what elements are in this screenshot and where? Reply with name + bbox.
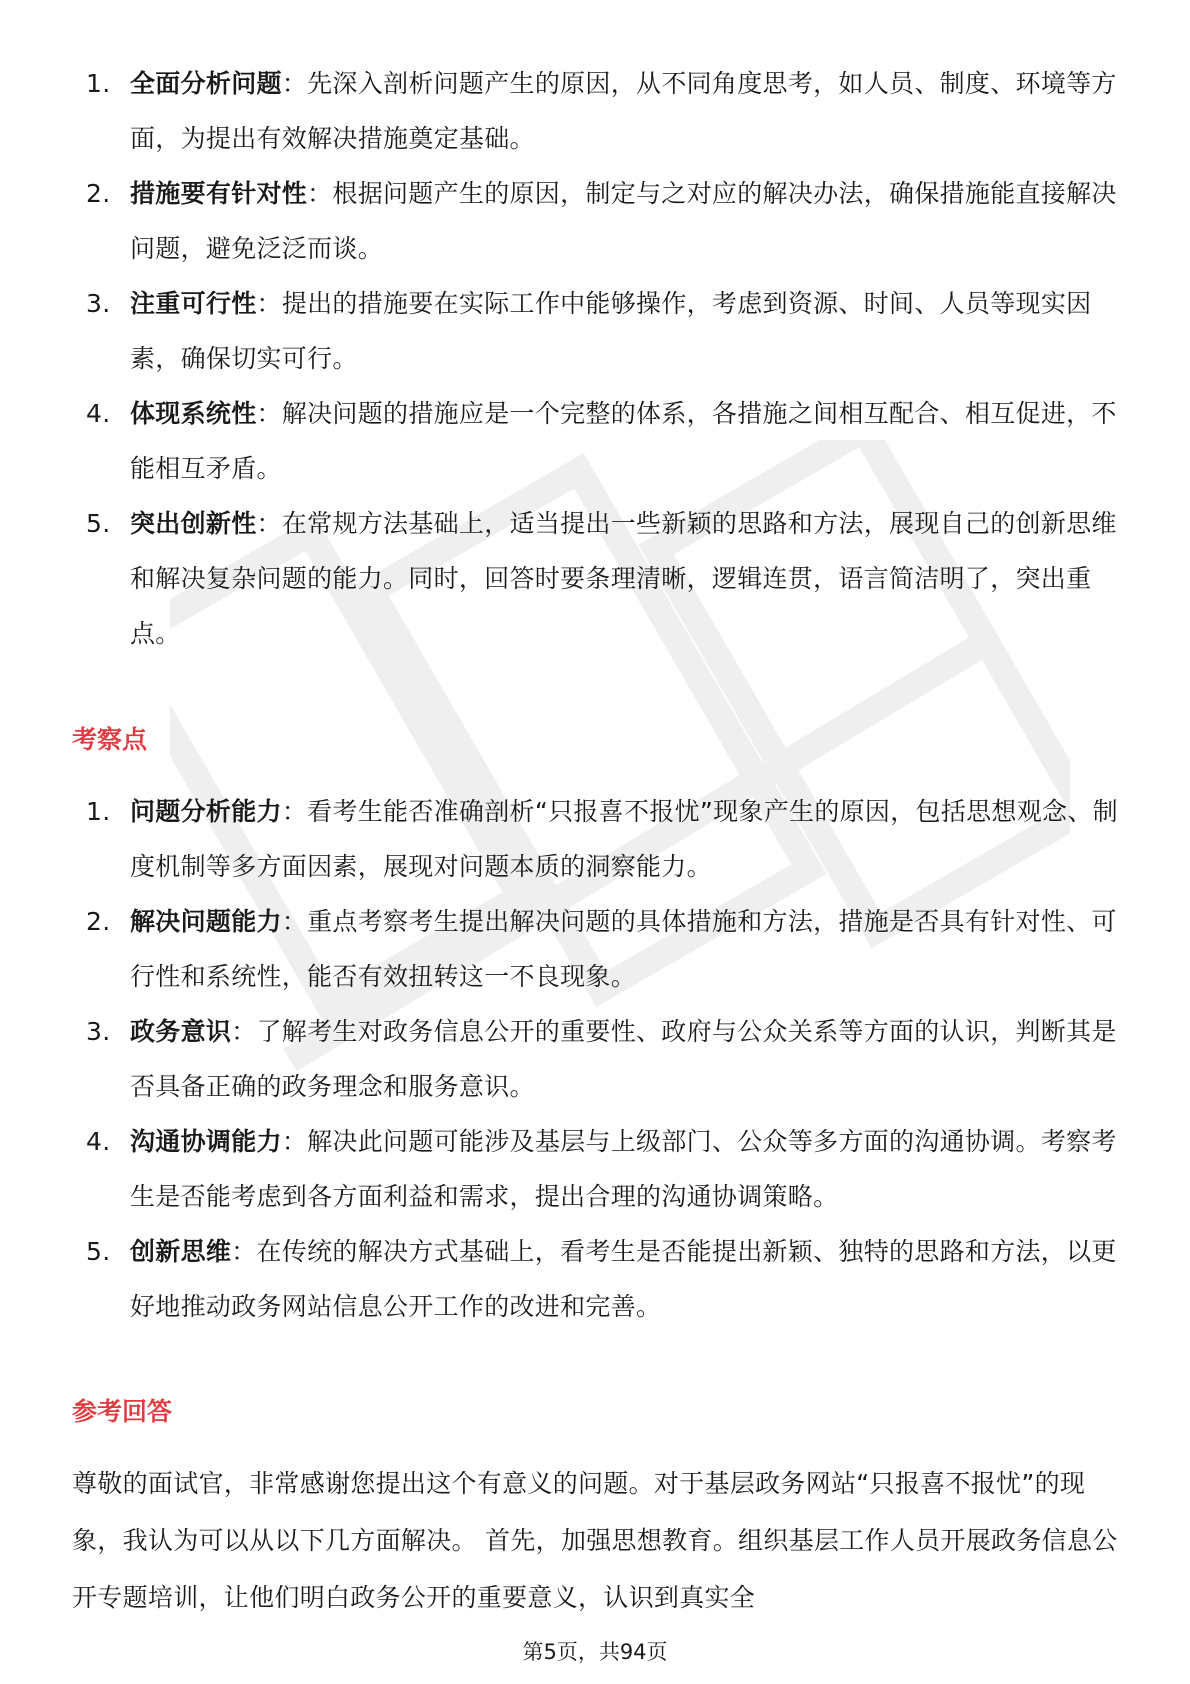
reference-answer-paragraph: 尊敬的面试官，非常感谢您提出这个有意义的问题。对于基层政务网站“只报喜不报忧”的现象，我认为可以从以下几方面解决。 首先，加强思想教育。组织基层工作人员开展政务信息公开专题培训，让他们明白政务公开的重要意义，认识到真实全 xyxy=(72,1469,1118,1612)
item-number: 2. xyxy=(86,907,111,936)
item-text: ：提出的措施要在实际工作中能够操作，考虑到资源、时间、人员等现实因素，确保切实可行。 xyxy=(130,289,1092,373)
list-item xyxy=(72,784,1122,894)
list-item xyxy=(72,56,1122,166)
item-text: ：了解考生对政务信息公开的重要性、政府与公众关系等方面的认识，判断其是否具备正确的政务理念和服务意识。 xyxy=(130,1017,1117,1101)
list-item xyxy=(72,1114,1122,1224)
item-term: 解决问题能力 xyxy=(130,907,282,936)
item-number: 1. xyxy=(86,797,111,826)
item-number: 5. xyxy=(86,509,111,538)
item-term: 创新思维 xyxy=(130,1237,232,1266)
item-text: ：重点考察考生提出解决问题的具体措施和方法，措施是否具有针对性、可行性和系统性，能否有效扭转这一不良现象。 xyxy=(130,907,1117,991)
item-number: 4. xyxy=(86,399,111,428)
item-term: 问题分析能力 xyxy=(130,797,282,826)
list-item xyxy=(72,166,1122,276)
item-number: 3. xyxy=(86,1017,111,1046)
item-term: 注重可行性 xyxy=(130,289,257,318)
item-term: 政务意识 xyxy=(130,1017,232,1046)
item-number: 5. xyxy=(86,1237,111,1266)
item-text: ：根据问题产生的原因，制定与之对应的解决办法，确保措施能直接解决问题，避免泛泛而谈。 xyxy=(130,179,1117,263)
item-term: 措施要有针对性 xyxy=(130,179,308,208)
item-number: 2. xyxy=(86,179,111,208)
item-term: 全面分析问题 xyxy=(130,69,282,98)
item-term: 沟通协调能力 xyxy=(130,1127,282,1156)
page-footer: 第5页，共94页 xyxy=(522,1640,668,1664)
list-item xyxy=(72,386,1122,496)
item-term: 突出创新性 xyxy=(130,509,257,538)
item-number: 4. xyxy=(86,1127,111,1156)
item-text: ：先深入剖析问题产生的原因，从不同角度思考，如人员、制度、环境等方面，为提出有效解决措施奠定基础。 xyxy=(130,69,1117,153)
section-heading-kaochadian: 考察点 xyxy=(72,725,148,754)
list-item xyxy=(72,894,1122,1004)
item-number: 3. xyxy=(86,289,111,318)
list-item xyxy=(72,1004,1122,1114)
item-text: ：解决问题的措施应是一个完整的体系，各措施之间相互配合、相互促进，不能相互矛盾。 xyxy=(130,399,1117,483)
item-number: 1. xyxy=(86,69,111,98)
kaochadian-list xyxy=(72,784,1122,1334)
requirements-list xyxy=(72,56,1122,661)
section-heading-cankao: 参考回答 xyxy=(72,1397,173,1426)
list-item xyxy=(72,1224,1122,1334)
item-text: ：在传统的解决方式基础上，看考生是否能提出新颖、独特的思路和方法，以更好地推动政务网站信息公开工作的改进和完善。 xyxy=(130,1237,1117,1321)
item-term: 体现系统性 xyxy=(130,399,257,428)
item-text: ：解决此问题可能涉及基层与上级部门、公众等多方面的沟通协调。考察考生是否能考虑到各方面利益和需求，提出合理的沟通协调策略。 xyxy=(130,1127,1117,1211)
list-item xyxy=(72,276,1122,386)
list-item xyxy=(72,496,1122,661)
item-text: ：在常规方法基础上，适当提出一些新颖的思路和方法，展现自己的创新思维和解决复杂问题的能力。同时，回答时要条理清晰，逻辑连贯，语言简洁明了，突出重点。 xyxy=(130,509,1117,648)
item-text: ：看考生能否准确剖析“只报喜不报忧”现象产生的原因，包括思想观念、制度机制等多方面因素，展现对问题本质的洞察能力。 xyxy=(130,797,1118,881)
